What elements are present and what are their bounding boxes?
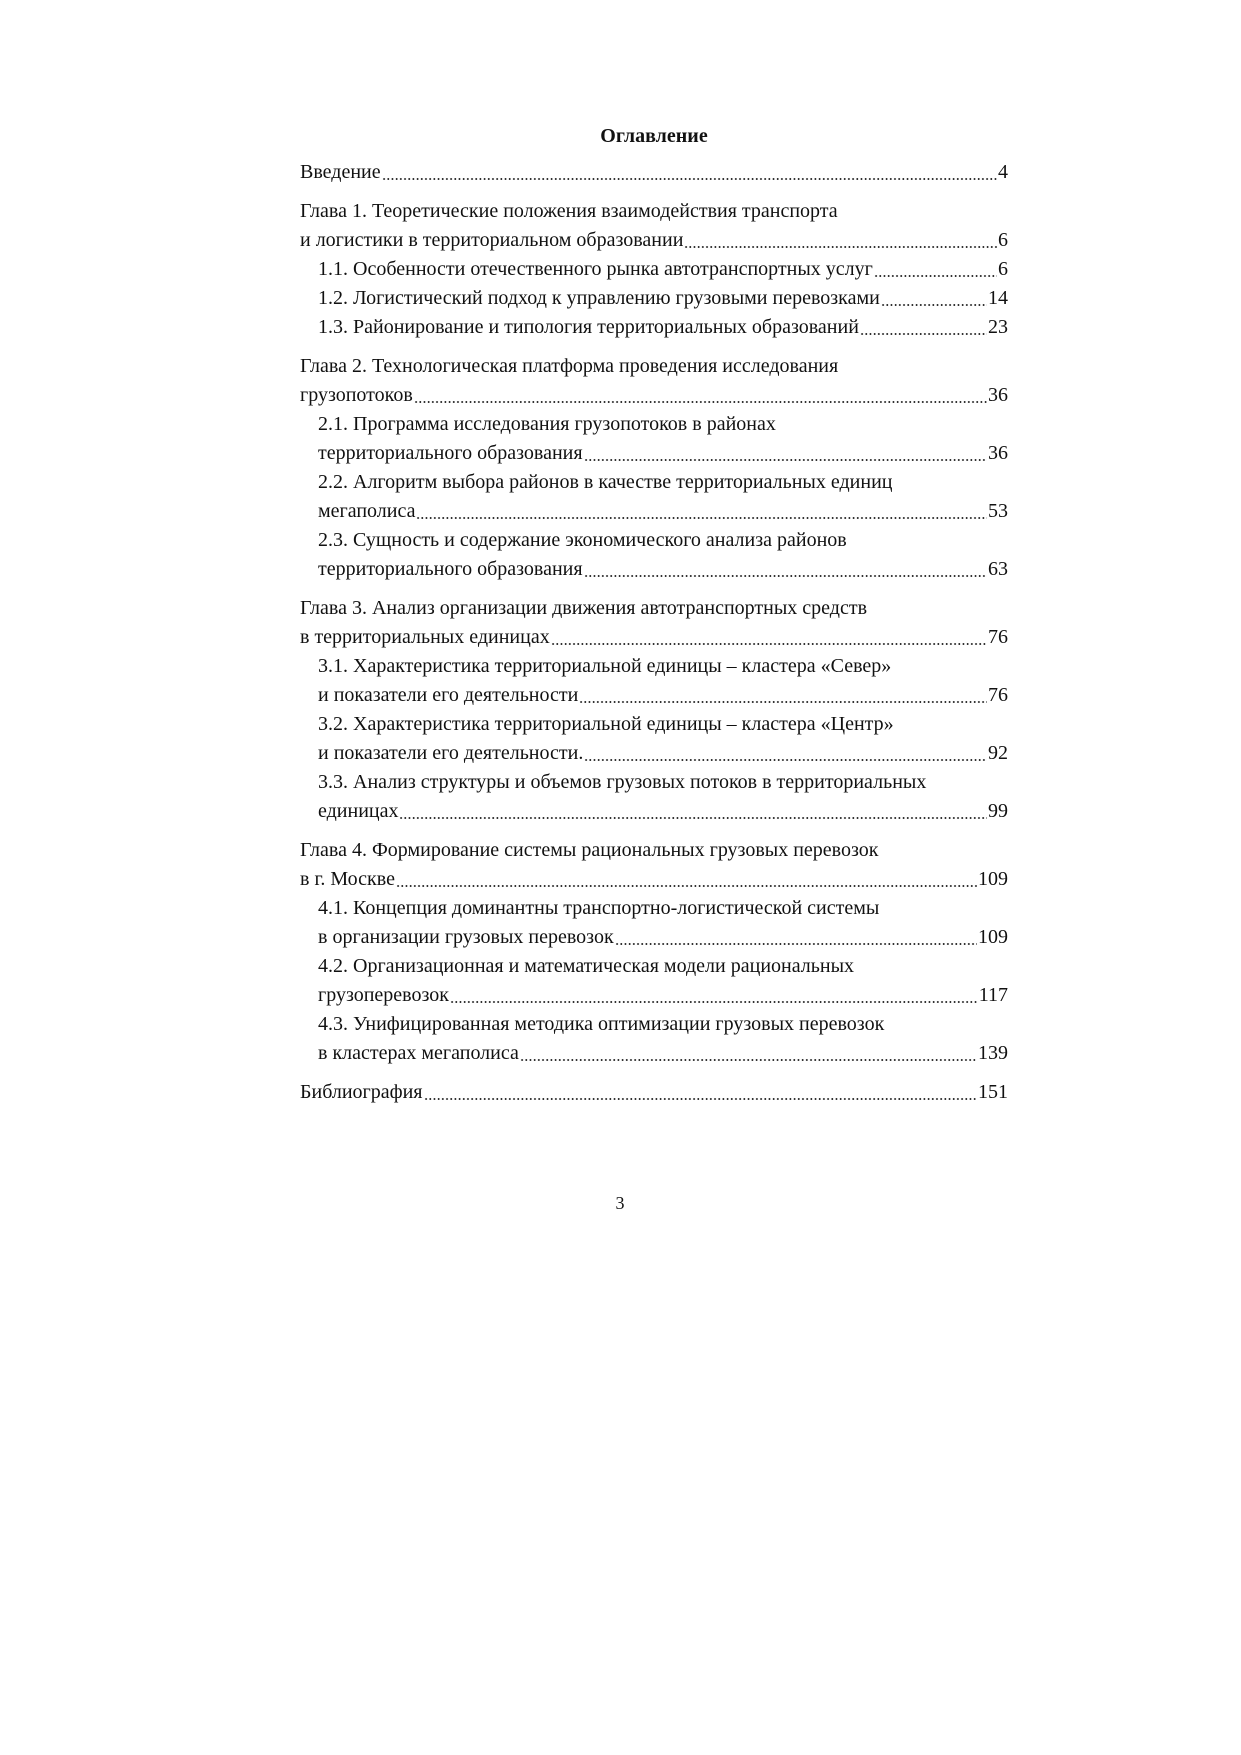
toc-entry-title: в г. Москве (300, 868, 395, 890)
dot-leader (579, 698, 987, 704)
dot-leader (414, 398, 987, 404)
dot-leader (450, 998, 978, 1004)
toc-chapter-entry[interactable] (300, 158, 1008, 187)
toc-section-entry[interactable] (300, 894, 1008, 952)
toc-entry-title-line: 4.2. Организационная и математическая модели рациональных (318, 955, 855, 977)
toc-entry-leader-line (318, 313, 1008, 342)
toc-entry-title: 1.2. Логистический подход к управлению грузовыми перевозками (318, 287, 880, 309)
toc-section-entry[interactable] (300, 313, 1008, 342)
dot-leader (396, 882, 977, 888)
toc-entry-title: и показатели его деятельности (318, 684, 579, 706)
toc-entry-title-line: Глава 3. Анализ организации движения автотранспортных средств (300, 597, 868, 619)
page-number: 3 (615, 1193, 625, 1213)
toc-entry-title: в кластерах мегаполиса (318, 1042, 519, 1064)
toc-entry-title-line: 3.2. Характеристика территориальной единицы – кластера «Центр» (318, 713, 894, 735)
toc-page-number: 53 (988, 500, 1008, 522)
toc-page-number: 63 (988, 558, 1008, 580)
toc-entry-leader-line (300, 381, 1008, 410)
toc-entry-leader-line (300, 158, 1008, 187)
toc-entry-title-line: 4.3. Унифицированная методика оптимизации грузовых перевозок (318, 1013, 885, 1035)
dot-leader (424, 1095, 978, 1101)
toc-entry-leader-line (300, 1078, 1008, 1107)
toc-page-number: 76 (988, 626, 1008, 648)
toc-entry-leader-line (300, 623, 1008, 652)
toc-page-number: 36 (988, 442, 1008, 464)
dot-leader (684, 243, 997, 249)
toc-page-number: 14 (988, 287, 1008, 309)
toc-entry-title-line: 2.1. Программа исследования грузопотоков в районах (318, 413, 776, 435)
toc-page-number: 23 (988, 316, 1008, 338)
toc-entry-title: территориального образования (318, 442, 583, 464)
toc-entry-title: и логистики в территориальном образовании (300, 229, 684, 251)
dot-leader (615, 940, 977, 946)
toc-page-number: 151 (978, 1081, 1008, 1103)
toc-entry-title: грузопотоков (300, 384, 413, 406)
toc-entry-title: Библиография (300, 1081, 423, 1103)
toc-entry-leader-line (318, 439, 1008, 468)
toc-entry-title-line: 2.3. Сущность и содержание экономического анализа районов (318, 529, 847, 551)
toc-page-number: 139 (978, 1042, 1008, 1064)
toc-page-number: 92 (988, 742, 1008, 764)
toc-entry-leader-line (318, 555, 1008, 584)
toc-chapter-entry[interactable] (300, 594, 1008, 652)
toc-page-number: 109 (978, 868, 1008, 890)
toc-section-entry[interactable] (300, 652, 1008, 710)
toc-entry-title: единицах (318, 800, 399, 822)
toc-entry-leader-line (300, 226, 1008, 255)
dot-leader (520, 1056, 977, 1062)
toc-entry-title: и показатели его деятельности. (318, 742, 584, 764)
toc-section-entry[interactable] (300, 410, 1008, 468)
toc-chapter-entry[interactable] (300, 197, 1008, 255)
table-of-contents (300, 158, 1008, 1107)
toc-entry-title-line: 3.3. Анализ структуры и объемов грузовых потоков в территориальных (318, 771, 927, 793)
toc-section-entry[interactable] (300, 526, 1008, 584)
toc-entry-leader-line (318, 739, 1008, 768)
dot-leader (881, 301, 987, 307)
toc-entry-title: 1.1. Особенности отечественного рынка автотранспортных услуг (318, 258, 873, 280)
dot-leader (416, 514, 987, 520)
toc-entry-leader-line (300, 865, 1008, 894)
dot-leader (584, 756, 987, 762)
toc-entry-leader-line (318, 681, 1008, 710)
toc-page-number: 109 (978, 926, 1008, 948)
toc-chapter-entry[interactable] (300, 1078, 1008, 1107)
toc-section-entry[interactable] (300, 952, 1008, 1010)
toc-section-entry[interactable] (300, 255, 1008, 284)
toc-entry-leader-line (318, 497, 1008, 526)
toc-page-number: 76 (988, 684, 1008, 706)
page-title: Оглавление (600, 125, 708, 147)
toc-entry-leader-line (318, 981, 1008, 1010)
toc-page-number: 4 (998, 161, 1008, 183)
toc-entry-leader-line (318, 797, 1008, 826)
dot-leader (382, 175, 997, 181)
dot-leader (551, 640, 987, 646)
toc-page-number: 99 (988, 800, 1008, 822)
toc-page-number: 36 (988, 384, 1008, 406)
toc-chapter-entry[interactable] (300, 352, 1008, 410)
toc-section-entry[interactable] (300, 710, 1008, 768)
toc-entry-leader-line (318, 255, 1008, 284)
toc-entry-title: грузоперевозок (318, 984, 449, 1006)
toc-page-number: 117 (978, 984, 1008, 1006)
dot-leader (584, 572, 987, 578)
toc-entry-title: 1.3. Районирование и типология территориальных образований (318, 316, 859, 338)
toc-entry-title-line: Глава 1. Теоретические положения взаимодействия транспорта (300, 200, 838, 222)
toc-entry-title-line: Глава 2. Технологическая платформа проведения исследования (300, 355, 839, 377)
toc-section-entry[interactable] (300, 768, 1008, 826)
dot-leader (860, 330, 987, 336)
toc-entry-title-line: Глава 4. Формирование системы рациональных грузовых перевозок (300, 839, 879, 861)
toc-page-number: 6 (998, 229, 1008, 251)
toc-entry-title: территориального образования (318, 558, 583, 580)
toc-entry-title: в организации грузовых перевозок (318, 926, 614, 948)
toc-entry-leader-line (318, 1039, 1008, 1068)
toc-entry-title-line: 4.1. Концепция доминантны транспортно-логистической системы (318, 897, 880, 919)
toc-entry-title: мегаполиса (318, 500, 416, 522)
dot-leader (399, 814, 987, 820)
dot-leader (584, 456, 987, 462)
toc-entry-title: Введение (300, 161, 381, 183)
dot-leader (874, 272, 997, 278)
toc-section-entry[interactable] (300, 284, 1008, 313)
toc-entry-title: в территориальных единицах (300, 626, 550, 648)
toc-entry-title-line: 3.1. Характеристика территориальной единицы – кластера «Север» (318, 655, 892, 677)
toc-entry-leader-line (318, 284, 1008, 313)
toc-entry-leader-line (318, 923, 1008, 952)
toc-page-number: 6 (998, 258, 1008, 280)
toc-entry-title-line: 2.2. Алгоритм выбора районов в качестве территориальных единиц (318, 471, 893, 493)
toc-section-entry[interactable] (300, 468, 1008, 526)
toc-chapter-entry[interactable] (300, 836, 1008, 894)
toc-section-entry[interactable] (300, 1010, 1008, 1068)
